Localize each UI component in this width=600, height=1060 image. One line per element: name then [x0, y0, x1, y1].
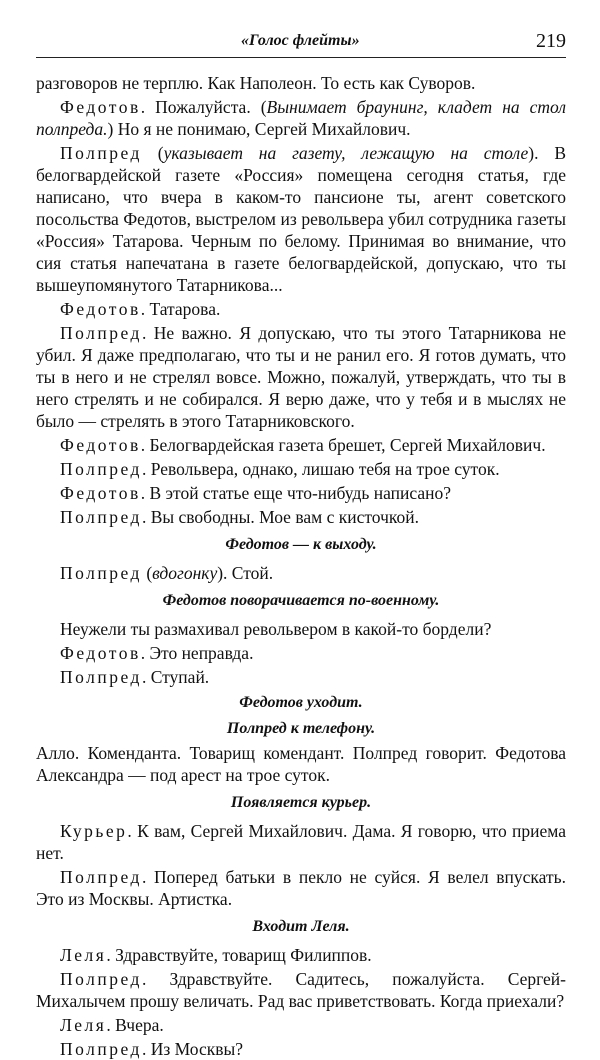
stage-remark: указывает на газету, лежащую на столе — [163, 143, 529, 163]
paragraph — [36, 666, 566, 688]
paragraph — [36, 458, 566, 480]
paragraph — [36, 72, 566, 94]
stage-remark: вдогонку — [152, 563, 218, 583]
speaker-name: Курьер — [60, 821, 128, 841]
speaker-name: Федотов — [60, 483, 141, 503]
paragraph — [36, 742, 566, 786]
paragraph — [36, 1038, 566, 1060]
speaker-name: Полпред — [60, 969, 142, 989]
text: . К вам, Сергей Михайлович. Дама. Я говорю, что приема нет. — [36, 821, 566, 863]
speaker-name: Полпред — [60, 459, 142, 479]
text: . Здравствуйте, товарищ Филиппов. — [106, 945, 372, 965]
paragraph — [36, 434, 566, 456]
text: ). В белогвардейской газете «Россия» помещена сегодня статья, где написано, что вчера в каком-то пансионе ты, агент советского посольства Федотов, выстрелом из револьвера убил сотрудника газеты «Россия» Татарова. Черным по белому. Принимая во внимание, что сия статья напечатана в газете белогвардейской, допускаю, что ты вышеупомянутого Татарникова... — [36, 143, 567, 295]
speaker-name: Полпред — [60, 563, 142, 583]
page-body — [36, 72, 566, 1060]
text: ). Стой. — [217, 563, 274, 583]
text: ( — [141, 143, 164, 163]
page-header — [36, 30, 566, 58]
speaker-name: Полпред — [60, 1039, 142, 1059]
stage-direction: Появляется курьер. — [230, 794, 372, 811]
stage-direction: Полпред к телефону. — [226, 720, 376, 737]
speaker-name: Леля — [60, 945, 107, 965]
speaker-name: Полпред — [60, 867, 142, 887]
header-rule — [36, 57, 566, 58]
paragraph — [36, 968, 566, 1012]
paragraph — [36, 562, 566, 584]
text: . Вчера. — [106, 1015, 164, 1035]
stage-direction: Федотов — к выходу. — [225, 536, 377, 553]
running-title: «Голос флейты» — [241, 32, 360, 49]
text: ) Но я не понимаю, Сергей Михайлович. — [107, 119, 411, 139]
paragraph — [36, 142, 566, 296]
speaker-name: Полпред — [60, 507, 142, 527]
speaker-name: Полпред — [60, 667, 142, 687]
text: . Это неправда. — [140, 643, 254, 663]
stage-direction: Федотов уходит. — [239, 694, 363, 711]
stage-remark: Вынимает браунинг, кладет на стол полпреда. — [36, 97, 566, 139]
speaker-name: Федотов — [60, 97, 141, 117]
text: . Белогвардейская газета брешет, Сергей Михайлович. — [140, 435, 546, 455]
paragraph — [36, 618, 566, 640]
paragraph — [36, 96, 566, 140]
text: Алло. Коменданта. Товарищ комендант. Полпред говорит. Федотова Александра — под арест на трое суток. — [36, 743, 566, 785]
paragraph — [36, 322, 566, 432]
text: . Револьвера, однако, лишаю тебя на трое суток. — [141, 459, 500, 479]
text: . Ступай. — [141, 667, 210, 687]
speaker-name: Леля — [60, 1015, 107, 1035]
paragraph — [36, 820, 566, 864]
text: . Татарова. — [140, 299, 221, 319]
speaker-name: Федотов — [60, 435, 141, 455]
paragraph — [36, 944, 566, 966]
text: . Здравствуйте. Садитесь, пожалуйста. Сергей-Михалычем прошу величать. Рад вас приветствовать. Когда приехали? — [36, 969, 566, 1011]
speaker-name: Полпред — [60, 143, 142, 163]
paragraph — [36, 298, 566, 320]
speaker-name: Федотов — [60, 299, 141, 319]
text: . Поперед батьки в пекло не суйся. Я велел впускать. Это из Москвы. Артистка. — [36, 867, 566, 909]
text: . Вы свободны. Мое вам с кисточкой. — [141, 507, 419, 527]
text: разговоров не терплю. Как Наполеон. То есть как Суворов. — [36, 73, 476, 93]
paragraph — [36, 506, 566, 528]
text: . В этой статье еще что-нибудь написано? — [140, 483, 451, 503]
paragraph — [36, 866, 566, 910]
text: ( — [141, 563, 153, 583]
text: Неужели ты размахивал револьвером в какой-то бордели? — [60, 619, 492, 639]
page-number: 219 — [536, 30, 566, 52]
stage-direction: Входит Леля. — [252, 918, 350, 935]
speaker-name: Полпред — [60, 323, 142, 343]
text: . Пожалуйста. ( — [140, 97, 267, 117]
paragraph — [36, 1014, 566, 1036]
paragraph — [36, 482, 566, 504]
stage-direction: Федотов поворачивается по-военному. — [162, 592, 440, 609]
text: . Не важно. Я допускаю, что ты этого Татарникова не убил. Я даже предполагаю, что ты и не ранил его. Я готов думать, что ты в него и не стрелял вовсе. Можно, пожалуй, утверждать, что ты в него стрелять и не собирался. Я верю даже, что у тебя и в мыслях не было — стрелять в этого Татарниковского. — [36, 323, 566, 431]
text: . Из Москвы? — [141, 1039, 243, 1059]
paragraph — [36, 642, 566, 664]
speaker-name: Федотов — [60, 643, 141, 663]
